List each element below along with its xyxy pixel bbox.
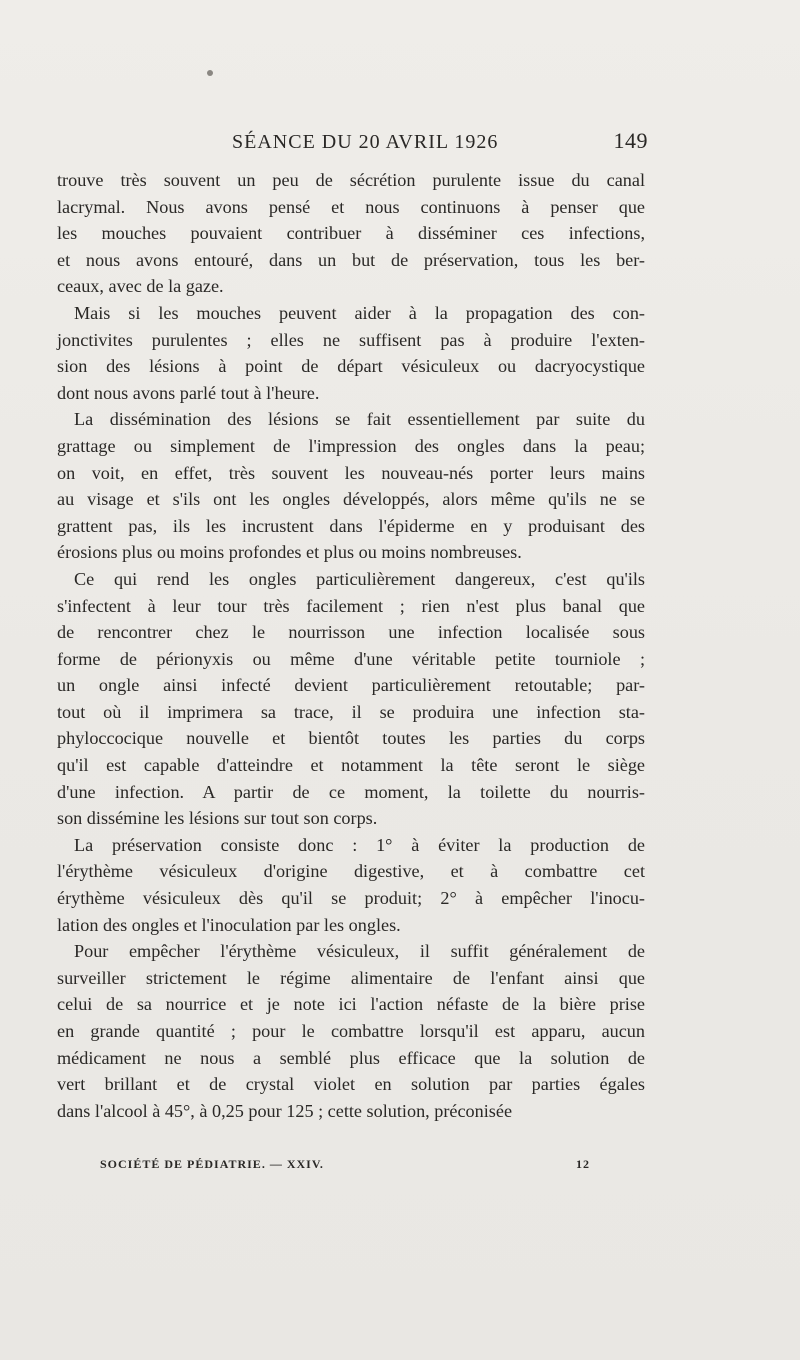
text-line: son dissémine les lésions sur tout son corps. [57, 808, 378, 829]
text-line: de rencontrer chez le nourrisson une infection localisée sous [57, 622, 645, 643]
text-line: lacrymal. Nous avons pensé et nous continuons à penser que [57, 196, 645, 217]
text-line: médicament ne nous a semblé plus efficace que la solution de [57, 1047, 645, 1068]
text-line: les mouches pouvaient contribuer à disséminer ces infections, [57, 223, 645, 244]
text-line: trouve très souvent un peu de sécrétion purulente issue du canal [57, 170, 645, 190]
body-text [57, 167, 645, 1124]
text-line: jonctivites purulentes ; elles ne suffisent pas à produire l'exten- [57, 329, 645, 350]
text-line: vert brillant et de crystal violet en solution par parties égales [57, 1074, 645, 1095]
text-line: et nous avons entouré, dans un but de préservation, tous les ber- [57, 249, 645, 270]
text-line: un ongle ainsi infecté devient particulièrement retoutable; par- [57, 675, 645, 696]
text-line: grattent pas, ils les incrustent dans l'épiderme en y produisant des [57, 515, 645, 536]
page-number: 149 [613, 128, 648, 153]
text-line: Ce qui rend les ongles particulièrement dangereux, c'est qu'ils [74, 568, 645, 589]
text-line: surveiller strictement le régime alimentaire de l'enfant ainsi que [57, 967, 645, 988]
text-line: dont nous avons parlé tout à l'heure. [57, 382, 320, 403]
text-line: La préservation consiste donc : 1° à éviter la production de [74, 834, 645, 855]
text-line: on voit, en effet, très souvent les nouveau-nés porter leurs mains [57, 462, 645, 483]
text-line: phyloccocique nouvelle et bientôt toutes les parties du corps [57, 728, 645, 749]
text-line: dans l'alcool à 45°, à 0,25 pour 125 ; cette solution, préconisée [57, 1100, 513, 1121]
text-line: grattage ou simplement de l'impression des ongles dans la peau; [57, 435, 645, 456]
text-line: ceaux, avec de la gaze. [57, 276, 224, 297]
paragraph [57, 566, 645, 832]
text-line: qu'il est capable d'atteindre et notamment la tête seront le siège [57, 755, 645, 776]
paragraph [57, 832, 645, 938]
running-header [232, 128, 648, 154]
text-line: sion des lésions à point de départ vésiculeux ou dacryocystique [57, 356, 645, 377]
text-line: d'une infection. A partir de ce moment, la toilette du nourris- [57, 781, 645, 802]
text-line: érythème vésiculeux dès qu'il se produit; 2° à empêcher l'inocu- [57, 888, 645, 909]
page-footer [100, 1157, 590, 1172]
text-line: l'érythème vésiculeux d'origine digestive, et à combattre cet [57, 861, 645, 882]
paragraph [57, 300, 645, 406]
paragraph [57, 167, 645, 300]
running-title: SÉANCE DU 20 AVRIL 1926 [232, 131, 499, 153]
footer-journal: SOCIÉTÉ DE PÉDIATRIE. — XXIV. [100, 1157, 324, 1171]
text-line: au visage et s'ils ont les ongles développés, alors même qu'ils ne se [57, 489, 645, 510]
text-line: s'infectent à leur tour très facilement ; rien n'est plus banal que [57, 595, 645, 616]
text-line: lation des ongles et l'inoculation par les ongles. [57, 914, 401, 935]
ink-speck [207, 70, 213, 76]
paragraph [57, 938, 645, 1124]
text-line: La dissémination des lésions se fait essentiellement par suite du [74, 409, 645, 430]
text-line: en grande quantité ; pour le combattre lorsqu'il est apparu, aucun [57, 1021, 645, 1041]
text-line: tout où il imprimera sa trace, il se produira une infection sta- [57, 701, 645, 722]
text-line: érosions plus ou moins profondes et plus ou moins nombreuses. [57, 542, 522, 563]
footer-signature: 12 [576, 1157, 590, 1171]
text-line: Pour empêcher l'érythème vésiculeux, il suffit généralement de [74, 941, 645, 962]
text-line: Mais si les mouches peuvent aider à la propagation des con- [74, 302, 645, 323]
text-line: forme de périonyxis ou même d'une véritable petite tourniole ; [57, 648, 645, 669]
text-line: celui de sa nourrice et je note ici l'action néfaste de la bière prise [57, 994, 645, 1015]
paragraph [57, 406, 645, 566]
